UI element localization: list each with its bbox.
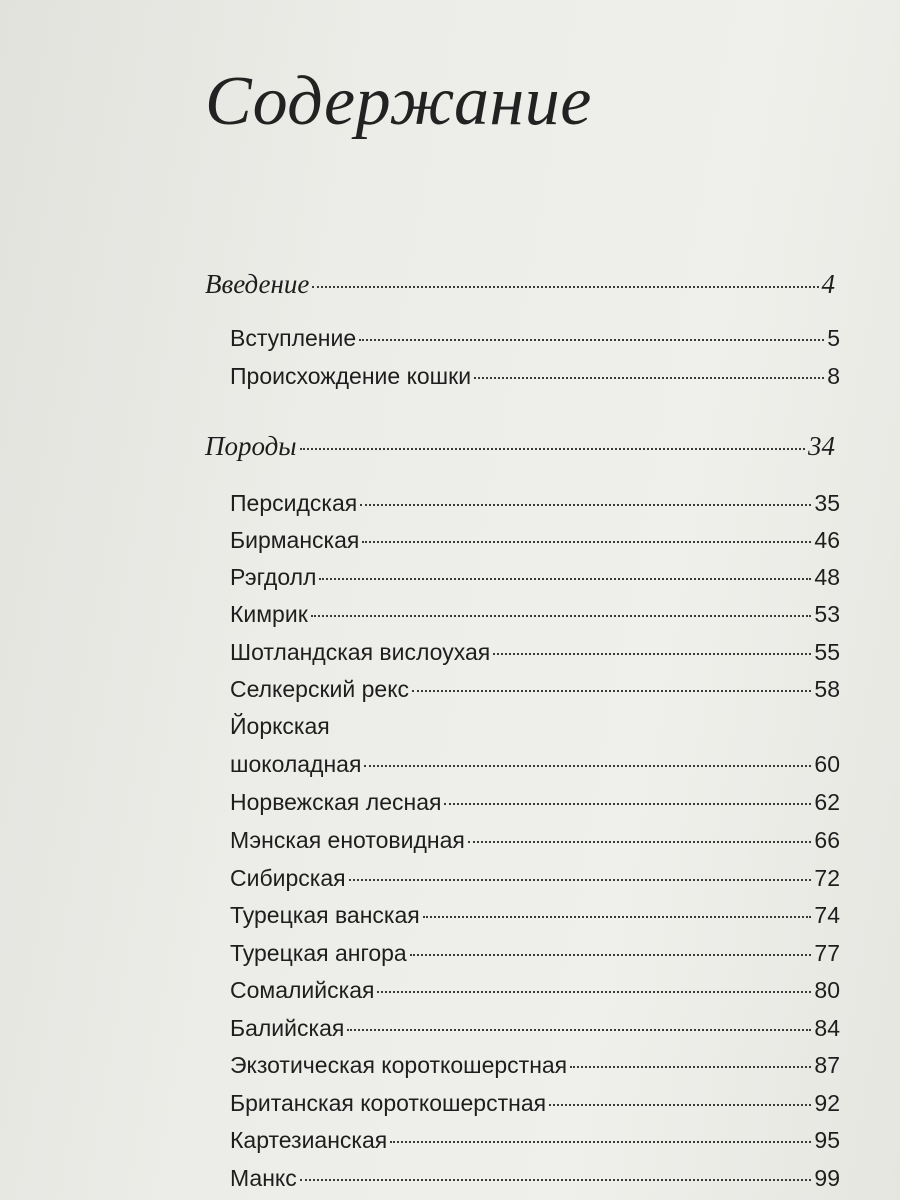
toc-entry — [230, 524, 840, 556]
dot-leader — [493, 653, 811, 655]
toc-entry — [230, 899, 840, 931]
toc-page-number: 84 — [814, 1015, 840, 1041]
dot-leader — [311, 615, 812, 617]
toc-entry — [230, 598, 840, 630]
dot-leader — [312, 286, 818, 288]
toc-entry — [230, 322, 840, 354]
toc-entry — [230, 636, 840, 668]
toc-page-number: 99 — [814, 1165, 840, 1191]
toc-page-number: 74 — [814, 902, 840, 928]
dot-leader — [349, 879, 812, 881]
toc-entry-label: Турецкая ангора — [230, 940, 407, 966]
dot-leader — [360, 504, 811, 506]
toc-entry-label: Мэнская енотовидная — [230, 827, 465, 853]
toc-page-number: 4 — [821, 269, 835, 299]
dot-leader — [570, 1066, 811, 1068]
dot-leader — [300, 448, 805, 450]
toc-entry-label: Кимрик — [230, 601, 308, 627]
toc-entry-label: Турецкая ванская — [230, 902, 420, 928]
toc-page-number: 55 — [814, 639, 840, 665]
toc-page-number: 62 — [814, 789, 840, 815]
toc-page-number: 60 — [814, 751, 840, 777]
dot-leader — [390, 1141, 811, 1143]
toc-entry — [230, 824, 840, 856]
toc-page-number: 53 — [814, 601, 840, 627]
toc-page-number: 66 — [814, 827, 840, 853]
toc-section-introduction — [205, 268, 835, 300]
toc-entry-label: шоколадная — [230, 751, 362, 777]
toc-page-number: 8 — [827, 363, 840, 389]
toc-section-label: Породы — [205, 431, 297, 461]
toc-entry — [230, 1162, 840, 1194]
toc-page-number: 80 — [814, 977, 840, 1003]
toc-entry-label: Селкерский рекс — [230, 676, 410, 702]
toc-entry-label: Рэгдолл — [230, 564, 317, 590]
toc-entry-label: Экзотическая короткошерстная — [230, 1052, 568, 1078]
toc-entry-label: Происхождение кошки — [230, 363, 472, 389]
toc-entry — [230, 862, 840, 894]
toc-page-number: 5 — [827, 325, 840, 351]
toc-page-number: 58 — [814, 676, 840, 702]
dot-leader — [468, 841, 812, 843]
toc-page-number: 46 — [814, 527, 840, 553]
toc-entry-label: Манкс — [230, 1165, 297, 1191]
dot-leader — [549, 1104, 811, 1106]
dot-leader — [412, 690, 811, 692]
toc-entry-label: Норвежская лесная — [230, 789, 442, 815]
dot-leader — [423, 916, 812, 918]
dot-leader — [347, 1029, 811, 1031]
toc-entry-label: Британская короткошерстная — [230, 1090, 547, 1116]
toc-entry-label: Балийская — [230, 1015, 345, 1041]
dot-leader — [319, 578, 811, 580]
dot-leader — [377, 991, 811, 993]
toc-page-number: 72 — [814, 865, 840, 891]
toc-entry — [230, 786, 840, 818]
toc-page-number: 87 — [814, 1052, 840, 1078]
toc-entry — [230, 1087, 840, 1119]
toc-entry-label: Вступление — [230, 325, 357, 351]
dot-leader — [359, 339, 824, 341]
dot-leader — [410, 954, 812, 956]
toc-entry-label: Персидская — [230, 490, 358, 516]
dot-leader — [362, 541, 811, 543]
toc-entry — [230, 673, 840, 705]
toc-entry-label: Сомалийская — [230, 977, 375, 1003]
toc-entry-label: Картезианская — [230, 1127, 388, 1153]
dot-leader — [474, 377, 824, 379]
toc-entry — [230, 1012, 840, 1044]
toc-entry-label: Бирманская — [230, 527, 360, 553]
toc-entry-label: Сибирская — [230, 865, 346, 891]
toc-entry — [230, 748, 840, 780]
toc-page-number: 95 — [814, 1127, 840, 1153]
page-title: Содержание — [205, 63, 592, 140]
toc-entry — [230, 360, 840, 392]
toc-entry — [230, 937, 840, 969]
toc-page-number: 77 — [814, 940, 840, 966]
toc-page-number: 35 — [814, 490, 840, 516]
toc-entry — [230, 561, 840, 593]
toc-page-number: 34 — [808, 431, 835, 461]
toc-entry — [230, 487, 840, 519]
toc-entry — [230, 974, 840, 1006]
toc-entry-label-line1: Йоркская — [230, 713, 330, 739]
toc-section-label: Введение — [205, 269, 310, 299]
toc-section-breeds — [205, 430, 835, 462]
dot-leader — [364, 765, 811, 767]
toc-entry — [230, 1124, 840, 1156]
dot-leader — [300, 1179, 812, 1181]
dot-leader — [444, 803, 811, 805]
toc-entry — [230, 1049, 840, 1081]
toc-entry-first-line — [230, 710, 330, 742]
toc-page-number: 48 — [814, 564, 840, 590]
toc-page-number: 92 — [814, 1090, 840, 1116]
toc-entry-label: Шотландская вислоухая — [230, 639, 491, 665]
